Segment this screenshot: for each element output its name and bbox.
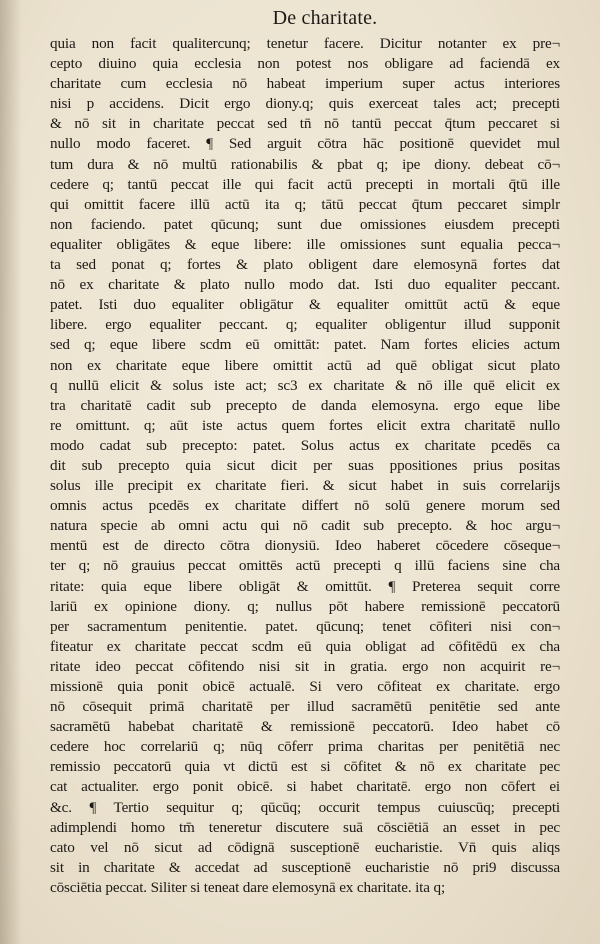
text-line: sit in charitate & accedat ad susceptionē eucharistie nō pri9 discussa	[50, 858, 560, 876]
text-line: natura specie ab omni actu qui nō cadit sub precepto. & hoc argu¬	[50, 517, 560, 535]
text-line: re omittunt. q; aūt iste actus quem fortes elicit extra charitatē nullo	[50, 416, 560, 434]
text-line: nō ex charitate & plato nullo modo dat. Isti duo equaliter peccant.	[50, 276, 560, 294]
text-block	[50, 34, 560, 898]
text-line: solus ille precipit ex charitate fieri. & sicut habet in suis correlarijs	[50, 477, 560, 495]
text-line: modo cadat sub precepto: patet. Solus actus ex charitate pcedēs ca	[50, 436, 560, 454]
text-line: dit sub precepto quia sicut dicit per suas ppositiones prius positas	[50, 456, 560, 474]
text-line: patet. Isti duo equaliter obligātur & equaliter omittūt actū & eque	[50, 296, 560, 314]
text-line: ta sed ponat q; fortes & plato obligent dare elemosynā fortes dat	[50, 256, 560, 274]
text-line: tum dura & nō multū rationabilis & pbat q; ipe diony. debeat cō¬	[50, 155, 560, 173]
text-line: non ex charitate eque libere omittit actū ad quē obligat sicut plato	[50, 356, 560, 374]
text-line: nullo modo faceret. ¶ Sed arguit cōtra hāc positionē quevidet mul	[50, 135, 560, 153]
text-line: ritate ideo peccat cōfitendo nisi sit in gratia. ergo non acquirit re¬	[50, 657, 560, 675]
text-line: missionē quia ponit obicē actualē. Si vero cōfiteat ex charitate. ergo	[50, 678, 560, 695]
text-line: non faciendo. patet qūcunq; sunt due omissiones eiusdem precepti	[50, 215, 560, 233]
text-line: tra charitatē cadit sub precepto de danda elemosyna. ergo eque libe	[50, 396, 560, 414]
text-line: q nullū elicit & solus iste act; sc3 ex charitate & nō ille quē elicit ex	[50, 376, 560, 394]
text-line: mentū est de directo cōtra dionysiū. Ideo haberet cōcedere cōseque¬	[50, 537, 560, 555]
text-line: per sacramentum penitentie. patet. qūcunq; tenet cōfiteri nisi con¬	[50, 617, 560, 635]
running-head: De charitate.	[272, 7, 378, 29]
text-line: lariū ex opinione diony. q; nullus pōt habere remissionē peccatorū	[50, 597, 560, 615]
text-line: sed q; eque libere scdm eū omittāt: patet. Nam fortes elicies actum	[50, 336, 560, 354]
text-line: sacramētū habebat charitatē & remissionē peccatorū. Ideo habet cō	[50, 718, 560, 736]
text-line: equaliter obligātes & eque libere: ille omissiones sunt equalia pecca¬	[50, 235, 560, 253]
text-line: cat actualiter. ergo ponit obicē. si habet charitatē. ergo non cōfert ei	[50, 778, 560, 796]
text-line: cedere hoc correlariū q; nūq cōferr prima charitas per penitētiā nec	[50, 738, 560, 756]
text-line: fiteatur ex charitate peccat scdm eū quia obligat ad cōfitēdū ex cha	[50, 637, 560, 655]
text-line: nō cōsequit primā charitatē per illud sacramētū penitētie sed ante	[50, 698, 560, 716]
text-line: libere. ergo equaliter peccant. q; equaliter obligentur illud supponit	[50, 316, 560, 334]
text-line: & nō sit in charitate peccat sed tn̄ nō tantū peccat q̄tum peccaret si	[50, 115, 560, 133]
text-line: ritate: quia eque libere obligāt & omittūt. ¶ Preterea sequit corre	[50, 577, 560, 595]
text-line: omnis actus pcedēs ex charitate differt nō solū genere morum sed	[50, 497, 560, 515]
text-line: cepto diuino quia ecclesia non potest nos obligare ad faciendā ex	[50, 55, 560, 73]
text-line: qui omittit facere illū actū ita q; tātū peccat q̄tum peccaret simplr	[50, 195, 560, 213]
text-line: cedere q; tantū peccat ille qui facit actū precepti in mortali q̄tū ille	[50, 175, 560, 193]
text-line: cato vel nō sicut ad cōdignā susceptionē eucharistie. Vn̄ quis aliqs	[50, 838, 560, 856]
text-line: nisi p accidens. Dicit ergo diony.q; quis exerceat tales act; precepti	[50, 95, 560, 113]
text-line: cōsciētia peccat. Siliter si teneat dare elemosynā ex charitate. ita q;	[50, 878, 446, 896]
gutter-shadow	[0, 0, 22, 944]
text-line: &c. ¶ Tertio sequitur q; qūcūq; occurit tempus cuiuscūq; precepti	[50, 798, 560, 816]
text-line: adimplendi homo tm̄ teneretur discutere suā cōsciētiā an esset in pec	[50, 818, 560, 836]
text-line: remissio peccatorū quia vt dictū est si cōfitet & nō ex charitate pec	[50, 758, 560, 776]
text-line: ter q; nō grauius peccat omittēs actū precepti q illū faciens sine cha	[50, 557, 560, 575]
text-line: charitate cum ecclesia nō habeat imperium super actus interiores	[50, 75, 560, 93]
text-line: quia non facit qualitercunq; tenetur facere. Dicitur notanter ex pre¬	[50, 35, 560, 52]
